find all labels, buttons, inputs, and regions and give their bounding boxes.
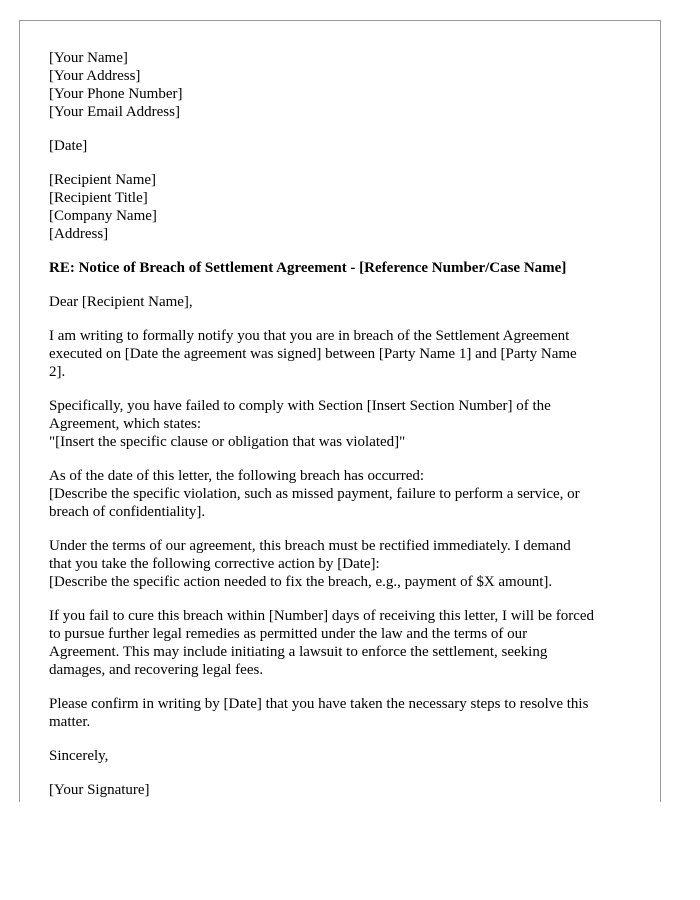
letter-date: [Date] bbox=[49, 138, 88, 154]
paragraph-line: Specifically, you have failed to comply with Section [Insert Section Number] of the bbox=[49, 398, 551, 414]
paragraph-line: I am writing to formally notify you that you are in breach of the Settlement Agreement bbox=[49, 328, 570, 344]
paragraph-line: damages, and recovering legal fees. bbox=[49, 662, 264, 678]
recipient-title: [Recipient Title] bbox=[49, 190, 148, 206]
paragraph-line: breach of confidentiality]. bbox=[49, 504, 206, 520]
body-paragraph-1 bbox=[49, 327, 639, 381]
letter-page bbox=[19, 20, 661, 802]
paragraph-line: Agreement, which states: bbox=[49, 416, 202, 432]
recipient-block bbox=[49, 171, 639, 243]
subject-line: RE: Notice of Breach of Settlement Agreement - [Reference Number/Case Name] bbox=[49, 260, 567, 276]
body-paragraph-6 bbox=[49, 695, 639, 731]
paragraph-line: If you fail to cure this breach within [Number] days of receiving this letter, I will be forced bbox=[49, 608, 595, 624]
salutation: Dear [Recipient Name], bbox=[49, 294, 193, 310]
letter-content bbox=[49, 49, 639, 799]
paragraph-line: [Describe the specific violation, such as missed payment, failure to perform a service, or bbox=[49, 486, 580, 502]
paragraph-line: As of the date of this letter, the following breach has occurred: bbox=[49, 468, 425, 484]
paragraph-line: [Describe the specific action needed to fix the breach, e.g., payment of $X amount]. bbox=[49, 574, 553, 590]
body-paragraph-4 bbox=[49, 537, 639, 591]
paragraph-line: Agreement. This may include initiating a lawsuit to enforce the settlement, seeking bbox=[49, 644, 548, 660]
body-paragraph-5 bbox=[49, 607, 639, 679]
recipient-name: [Recipient Name] bbox=[49, 172, 157, 188]
sender-email: [Your Email Address] bbox=[49, 104, 180, 120]
closing: Sincerely, bbox=[49, 748, 109, 764]
quoted-clause: "[Insert the specific clause or obligation that was violated]" bbox=[49, 434, 406, 450]
paragraph-line: 2]. bbox=[49, 364, 66, 380]
paragraph-line: executed on [Date the agreement was signed] between [Party Name 1] and [Party Name bbox=[49, 346, 577, 362]
recipient-address: [Address] bbox=[49, 226, 109, 242]
sender-address: [Your Address] bbox=[49, 68, 141, 84]
paragraph-line: that you take the following corrective action by [Date]: bbox=[49, 556, 380, 572]
recipient-company: [Company Name] bbox=[49, 208, 157, 224]
sender-block bbox=[49, 49, 639, 121]
paragraph-line: Under the terms of our agreement, this breach must be rectified immediately. I demand bbox=[49, 538, 571, 554]
paragraph-line: matter. bbox=[49, 714, 91, 730]
paragraph-line: Please confirm in writing by [Date] that you have taken the necessary steps to resolve this bbox=[49, 696, 589, 712]
sender-name: [Your Name] bbox=[49, 50, 128, 66]
paragraph-line: to pursue further legal remedies as permitted under the law and the terms of our bbox=[49, 626, 528, 642]
signature: [Your Signature] bbox=[49, 782, 150, 798]
body-paragraph-2 bbox=[49, 397, 639, 451]
sender-phone: [Your Phone Number] bbox=[49, 86, 183, 102]
body-paragraph-3 bbox=[49, 467, 639, 521]
